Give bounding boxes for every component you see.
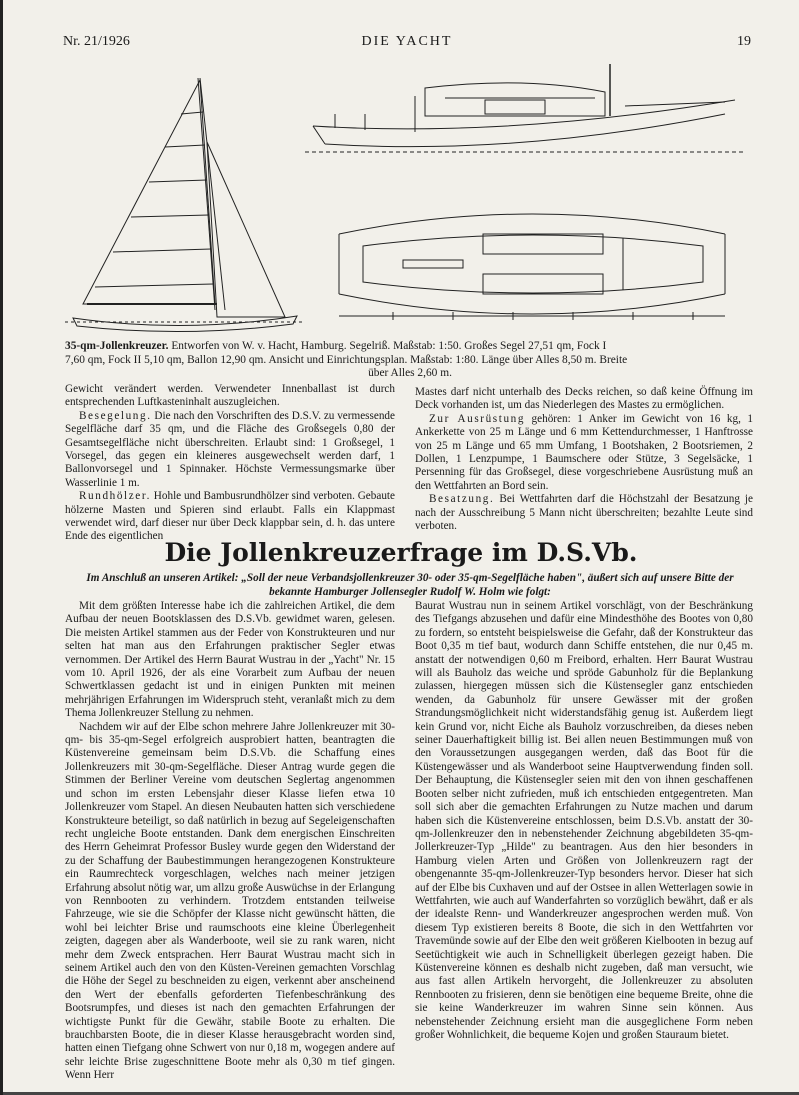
paragraph: Baurat Wustrau nun in seinem Artikel vorschlägt, von der Beschränkung des Tiefgangs abzusehen und dafür eine Mindesthöhe des Bootes von 0,80 zu fordern, so entsteht beispielsweise die Gefahr, daß der Konstrukteur das Boot 0,35 m tief baut, wodurch dann Schiffe entstehen, die nur 0,45 m. anstatt der notwendigen 0,60 m Freibord, erhalten. Herr Baurat Wustrau will als Bauholz das weiche und spröde Gabunholz für die Beplankung zulassen, hiergegen müssen sich die Küstensegler ganz entschieden wenden, da Gabunholz für unsere Gewässer mit der großen Strandungsmöglichkeit nicht widerstandsfähig genug ist. Außerdem liegt kein Grund vor, nicht Eiche als Bauholz vorzuschreiben, da dieses neben seiner Dauerhaftigkeit billig ist. Bei allen neuen Bestimmungen muß von den Voraussetzungen ausgegangen werden, daß das Boot für die Küstengewässer und als Wanderboot seine Hauptverwendung finden soll. Der Behauptung, die Küstensegler seien mit den von ihnen geschaffenen Booten selber nicht zufrieden, muß ich entschieden entgegentreten. Man soll sich aber die gemachten Erfahrungen zu Nutze machen und darum haben sich die Küstenvereine entschlossen, beim D.S.Vb. anstatt der 30-qm-Jollenkreuzer den in nebenstehender Zeichnung abgebildeten 35-qm-Jollerkreuzer-Typ „Hilde" zu beantragen. Aus den hier besonders in Hamburg vielen Arten und Größen von Jollenkreuzern ragt der obengenannte 35-qm-Jollenkreuzer-Typ besonders hervor. Dieser hat sich auf der Elbe bis Cuxhaven und auf der Ostsee in allen Wetterlagen sowie in Wettfahrten, wie auch auf Wanderfahrten so vorzüglich bewährt, daß er als der idealste Renn- und Wanderkreuzer angesprochen werden muß. Von diesem Typ existieren bereits 8 Boote, die sich in den Wettfahrten vor Travemünde sowie auf der Elbe den weit größeren Kielbooten in bezug auf Seetüchtigkeit wie auch in Schnelligkeit überlegen gezeigt haben. Die Küstenvereine können es deshalb nicht zugeben, daß man versucht, wie aus fast allen Artikeln hervorgeht, die Jollenkreuzer zu absoluten Rennbooten zu frisieren, denn sie benötigen eine bequeme Breite, ohne die sie keine Wanderkreuzer im wahren Sinne sein können. Aus nebenstehender Zeichnung ersieht man die ausgeglichene Form neben großer Wohnlichkeit, die bequeme Kojen und großen Stauraum bietet.: [415, 600, 753, 1041]
sail-plan-drawing: [65, 72, 305, 338]
regulations-column-right: [415, 386, 753, 533]
article-headline: Die Jollenkreuzerfrage im D.S.Vb.: [164, 538, 638, 567]
magazine-title: DIE YACHT: [361, 34, 453, 49]
paragraph: Mastes darf nicht unterhalb des Decks reichen, so daß keine Öffnung im Deck vorhanden ist, um das Niederlegen des Mastes zu ermöglichen.: [415, 386, 753, 412]
paragraph-rundhoelzer: Rundhölzer. Hohle und Bambusrundhölzer sind verboten. Gebaute hölzerne Masten und Spieren sind erlaubt. Falls ein Klappmast verwendet wird, darf dieser nur über Deck klappbar sein, d. h. das untere Ende des eigentlichen: [65, 490, 395, 543]
paragraph: Mit dem größten Interesse habe ich die zahlreichen Artikel, die dem Aufbau der neuen Bootsklassen des D.S.Vb. gewidmet waren, gelesen. Die meisten Artikel stammen aus der Feder von Konstrukteuren und nur selten hat man aus den Erfahrungen praktischer Segler etwas vernommen. Der Artikel des Herrn Baurat Wustrau in der „Yacht" Nr. 15 vom 10. April 1926, der als eine Vorarbeit zum Aufbau der neuen Schwertklassen gedacht ist und in einigen Punkten mit meinen mehrjährigen Erfahrungen im Widerspruch steht, veranlaßt mich zu dem Thema Jollenkreuzer Stellung zu nehmen.: [65, 600, 395, 720]
page-header: [63, 34, 751, 52]
caption-line-2: 7,60 qm, Fock II 5,10 qm, Ballon 12,90 qm. Ansicht und Einrichtungsplan. Maßstab: 1:80. Länge über Alles 8,50 m. Breite: [65, 353, 628, 366]
regulations-column-left: [65, 383, 395, 544]
caption-line-3: über Alles 2,60 m.: [368, 367, 452, 379]
paragraph-ausruestung: Zur Ausrüstung gehören: 1 Anker im Gewicht von 16 kg, 1 Ankerkette von 25 m Länge und 6 mm Kettendurchmesser, 1 Hanftrosse von 25 m Länge und 65 mm Umfang, 1 Bootshaken, 2 Bootsriemen, 2 Dollen, 1 Lenzpumpe, 1 Baumschere oder Stütze, 3 Segelsäcke, 1 Persenning für das Großsegel, diese vorgeschriebene Ausrüstung muß an den Wettfahrten an Bord sein.: [415, 412, 753, 492]
caption-title: 35-qm-Jollenkreuzer.: [65, 340, 169, 352]
article-intro: Im Anschluß an unseren Artikel: „Soll der neue Verbandsjollenkreuzer 30- oder 35-qm-Segelfläche haben", äußert sich auf unsere Bitte der bekannte Hamburger Jollensegler Rudolf W. Holm wie folgt:: [86, 572, 734, 598]
caption-line-1: Entworfen von W. v. Hacht, Hamburg. Segelriß. Maßstab: 1:50. Großes Segel 27,51 qm, Fock I: [171, 340, 607, 352]
plan-view-drawing: [333, 194, 733, 336]
page-number: 19: [737, 34, 751, 49]
paragraph: Nachdem wir auf der Elbe schon mehrere Jahre Jollenkreuzer mit 30-qm- bis 35-qm-Segel erfolgreich ausprobiert hatten, beantragten die Küstenvereine gemeinsam beim D.S.Vb. die Schaffung eines Jollenkreuzers mit 30-qm-Segelfläche. Dieser Antrag wurde gegen die Stimmen der Berliner Vereine vom deutschen Seglertag angenommen und schon im ersten Lebensjahr dieser Klasse liefen etwa 10 Jollenkreuzer vom Stapel. An diesen Neubauten hatten sich verschiedene Konstrukteure beteiligt, so daß natürlich in bezug auf Segeleigenschaften recht ungleiche Boote entstanden. Dank dem energischen Einschreiten des Herrn Geheimrat Professor Busley wurde gegen den Widerstand der zu der Schaffung der Baubestimmungen herangezogenen Konstrukteure ein Raumrechteck vorgeschlagen, welches nach meiner jetzigen Erfahrung absolut nötig war, um allzu große Auswüchse in der Erlangung von Rennbooten zu verhindern. Trotzdem entstanden teilweise Fahrzeuge, wie sie die Schöpfer der Klasse nicht gewünscht hätten, die wohl bei leichter Brise und raumschoots eine kleine Überlegenheit zeigten, dagegen aber als Wanderboote, weil sie zu rank waren, nicht mehr dem Zweck entsprachen. Herr Baurat Wustrau macht sich in seinem Artikel auch den von den Küsten-Vereinen gemachten Vorschlag die Höhe der Segel zu beschneiden zu eigen, verkennt aber anscheinend den Wert der ebenfalls geforderten Tiefenbeschränkung des Bootsrumpfes, und dieses ist nach den gemachten Erfahrungen der wichtigste Punkt für die Gewähr, stabile Boote zu erhalten. Die brauchbarsten Boote, die in dieser Klasse herausgebracht worden sind, hatten einen Tiefgang ohne Schwert von nur 0,18 m, wogegen andere auf sehr leichte Brise zugeschnittene Boote mehr als 0,30 m tief gingen. Wenn Herr: [65, 720, 395, 1082]
article-column-left: [65, 600, 395, 1083]
figure-caption: [65, 340, 755, 381]
paragraph-besatzung: Besatzung. Bei Wettfahrten darf die Höchstzahl der Besatzung je nach der Ausschreibung 5 Mann nicht überschreiten; bezahlte Leute sind verboten.: [415, 493, 753, 533]
profile-view-drawing: [305, 56, 745, 186]
paragraph-besegelung: Besegelung. Die nach den Vorschriften des D.S.V. zu vermessende Segelfläche darf 35 qm, und die Fläche des Großsegels 0,80 der Gesamtsegelfläche nicht überschreiten. Erlaubt sind: 1 Großsegel, 1 Vorsegel, das gegen ein kleineres ausgewechselt werden darf, 1 Ballonvorsegel und 1 Spinnaker. Höchste Vermessungsmarke über Wasserlinie 1 m.: [65, 409, 395, 489]
paragraph: Gewicht verändert werden. Verwendeter Innenballast ist durch entsprechenden Luftkasteninhalt auszugleichen.: [65, 383, 395, 409]
issue-number: Nr. 21/1926: [63, 34, 130, 49]
article-column-right: [415, 600, 753, 1042]
